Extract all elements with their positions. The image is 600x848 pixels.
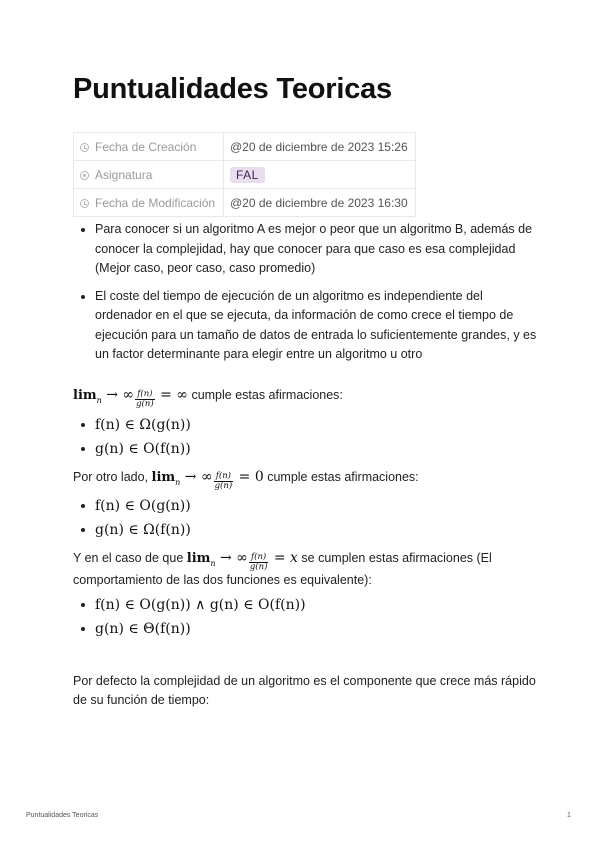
list-item: g(n) ∈ Θ(f(n)) xyxy=(77,617,306,641)
clock-icon xyxy=(80,199,89,208)
list-item: El coste del tiempo de ejecución de un algoritmo es independiente del ordenador en el que se ejecuta, da información de como crece el tiempo de ejecución para un tamaño de datos de entrada lo suficientemente grandes, y es un factor determinante para elegir entre un algoritmo u otro xyxy=(77,287,537,365)
math-list xyxy=(77,494,191,542)
bullet-list xyxy=(77,220,537,365)
property-key: Asignatura xyxy=(74,161,224,189)
paragraph-line: de su función de tiempo: xyxy=(73,693,210,707)
page-number: 1 xyxy=(567,812,571,819)
subject-tag[interactable]: FAL xyxy=(230,167,265,183)
property-value: @20 de diciembre de 2023 16:30 xyxy=(224,189,416,217)
property-row xyxy=(74,189,416,217)
list-item: f(n) ∈ O(g(n)) xyxy=(77,494,191,518)
list-item: f(n) ∈ O(g(n)) ∧ g(n) ∈ O(f(n)) xyxy=(77,593,306,617)
clock-icon xyxy=(80,143,89,152)
property-key: Fecha de Modificación xyxy=(74,189,224,217)
paragraph-line: Por defecto la complejidad de un algoritmo es el componente que crece más rápido xyxy=(73,674,536,688)
properties-table xyxy=(73,132,416,217)
math-list xyxy=(77,413,191,461)
select-icon xyxy=(80,171,89,180)
list-item: g(n) ∈ O(f(n)) xyxy=(77,437,191,461)
statement-continuation: comportamiento de las dos funciones es equivalente): xyxy=(73,573,372,587)
footer-title: Puntualidades Teoricas xyxy=(26,812,99,819)
limit-formula: $\lim_n$ → ∞ $\frac{f(n)}{g(n)}$ = x xyxy=(186,550,298,572)
limit-formula: $\lim_n$ → ∞ $\frac{f(n)}{g(n)}$ = 0 xyxy=(151,469,264,491)
list-item: Para conocer si un algoritmo A es mejor o peor que un algoritmo B, además de conocer la complejidad, hay que conocer para que caso es esa complejidad (Mejor caso, peor caso, caso promedio) xyxy=(77,220,537,279)
limit-statement-2: Por otro lado, $\lim_n$ → ∞ $\frac{f(n)}{g(n)}$ = 0 cumple estas afirmaciones: xyxy=(73,469,419,491)
property-value xyxy=(224,161,416,189)
property-row xyxy=(74,161,416,189)
limit-statement-1: $\lim_n$ → ∞ $\frac{f(n)}{g(n)}$ = ∞ cumple estas afirmaciones: xyxy=(73,387,343,409)
limit-statement-3: Y en el caso de que $\lim_n$ → ∞ $\frac{f(n)}{g(n)}$ = x se cumplen estas afirmaciones (El xyxy=(73,550,492,572)
limit-formula: $\lim_n$ → ∞ $\frac{f(n)}{g(n)}$ = ∞ xyxy=(73,387,188,409)
property-row xyxy=(74,133,416,161)
math-list xyxy=(77,593,306,641)
list-item: g(n) ∈ Ω(f(n)) xyxy=(77,518,191,542)
property-value: @20 de diciembre de 2023 15:26 xyxy=(224,133,416,161)
list-item: f(n) ∈ Ω(g(n)) xyxy=(77,413,191,437)
property-key: Fecha de Creación xyxy=(74,133,224,161)
page-title: Puntualidades Teoricas xyxy=(73,73,392,105)
